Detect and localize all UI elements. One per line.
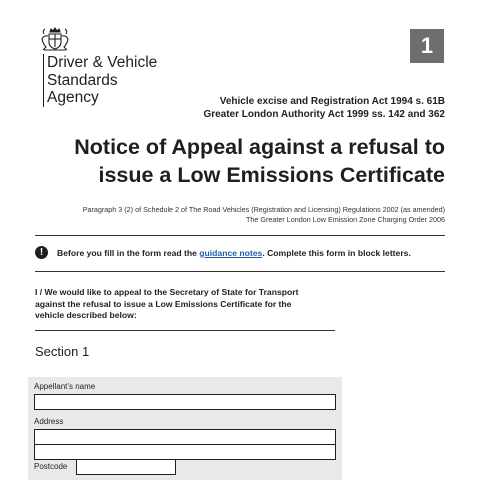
address-label: Address xyxy=(34,417,64,426)
regulation-reference xyxy=(83,205,445,225)
royal-crest-icon xyxy=(38,26,72,52)
page-title xyxy=(5,133,445,189)
regulation-line: The Greater London Low Emission Zone Charging Order 2006 xyxy=(246,215,445,224)
act-line: Vehicle excise and Registration Act 1994 s. 61B xyxy=(219,96,445,107)
guidance-notice xyxy=(35,246,455,259)
act-line: Greater London Authority Act 1999 ss. 142 and 362 xyxy=(203,109,445,120)
warning-icon: ! xyxy=(35,246,48,259)
section-heading: Section 1 xyxy=(35,344,90,359)
notice-text-after: . Complete this form in block letters. xyxy=(262,247,411,258)
guidance-notes-link[interactable]: guidance notes xyxy=(199,247,263,258)
agency-name-line: Standards xyxy=(47,71,118,89)
appellant-name-label: Appellant’s name xyxy=(34,382,96,391)
appellant-name-field[interactable] xyxy=(34,394,336,410)
divider xyxy=(35,330,335,331)
divider xyxy=(35,271,445,272)
appeal-statement xyxy=(35,287,325,322)
notice-text-before: Before you fill in the form read the xyxy=(57,247,200,258)
appeal-line: I / We would like to appeal to the Secretary of State for Transport xyxy=(35,287,299,297)
postcode-label: Postcode xyxy=(34,462,68,471)
agency-name-line: Agency xyxy=(47,89,99,106)
address-field-line-2[interactable] xyxy=(34,444,336,460)
regulation-line: Paragraph 3 (2) of Schedule 2 of The Road Vehicles (Registration and Licensing) Regulations 2002 (as amended) xyxy=(82,205,445,214)
appeal-line: against the refusal to issue a Low Emissions Certificate for the xyxy=(35,298,292,309)
appeal-line: vehicle described below: xyxy=(35,310,137,320)
divider xyxy=(35,235,445,236)
agency-name xyxy=(43,54,157,107)
legislation-acts xyxy=(203,95,445,121)
title-line: Notice of Appeal against a refusal to xyxy=(74,135,445,159)
agency-name-line: Driver & Vehicle xyxy=(47,54,158,71)
address-field-line-1[interactable] xyxy=(34,429,336,445)
title-line: issue a Low Emissions Certificate xyxy=(98,163,445,187)
page-number-badge: 1 xyxy=(410,29,444,63)
notice-text xyxy=(57,248,411,258)
appellant-details-panel xyxy=(28,377,342,480)
postcode-field[interactable] xyxy=(76,459,176,475)
